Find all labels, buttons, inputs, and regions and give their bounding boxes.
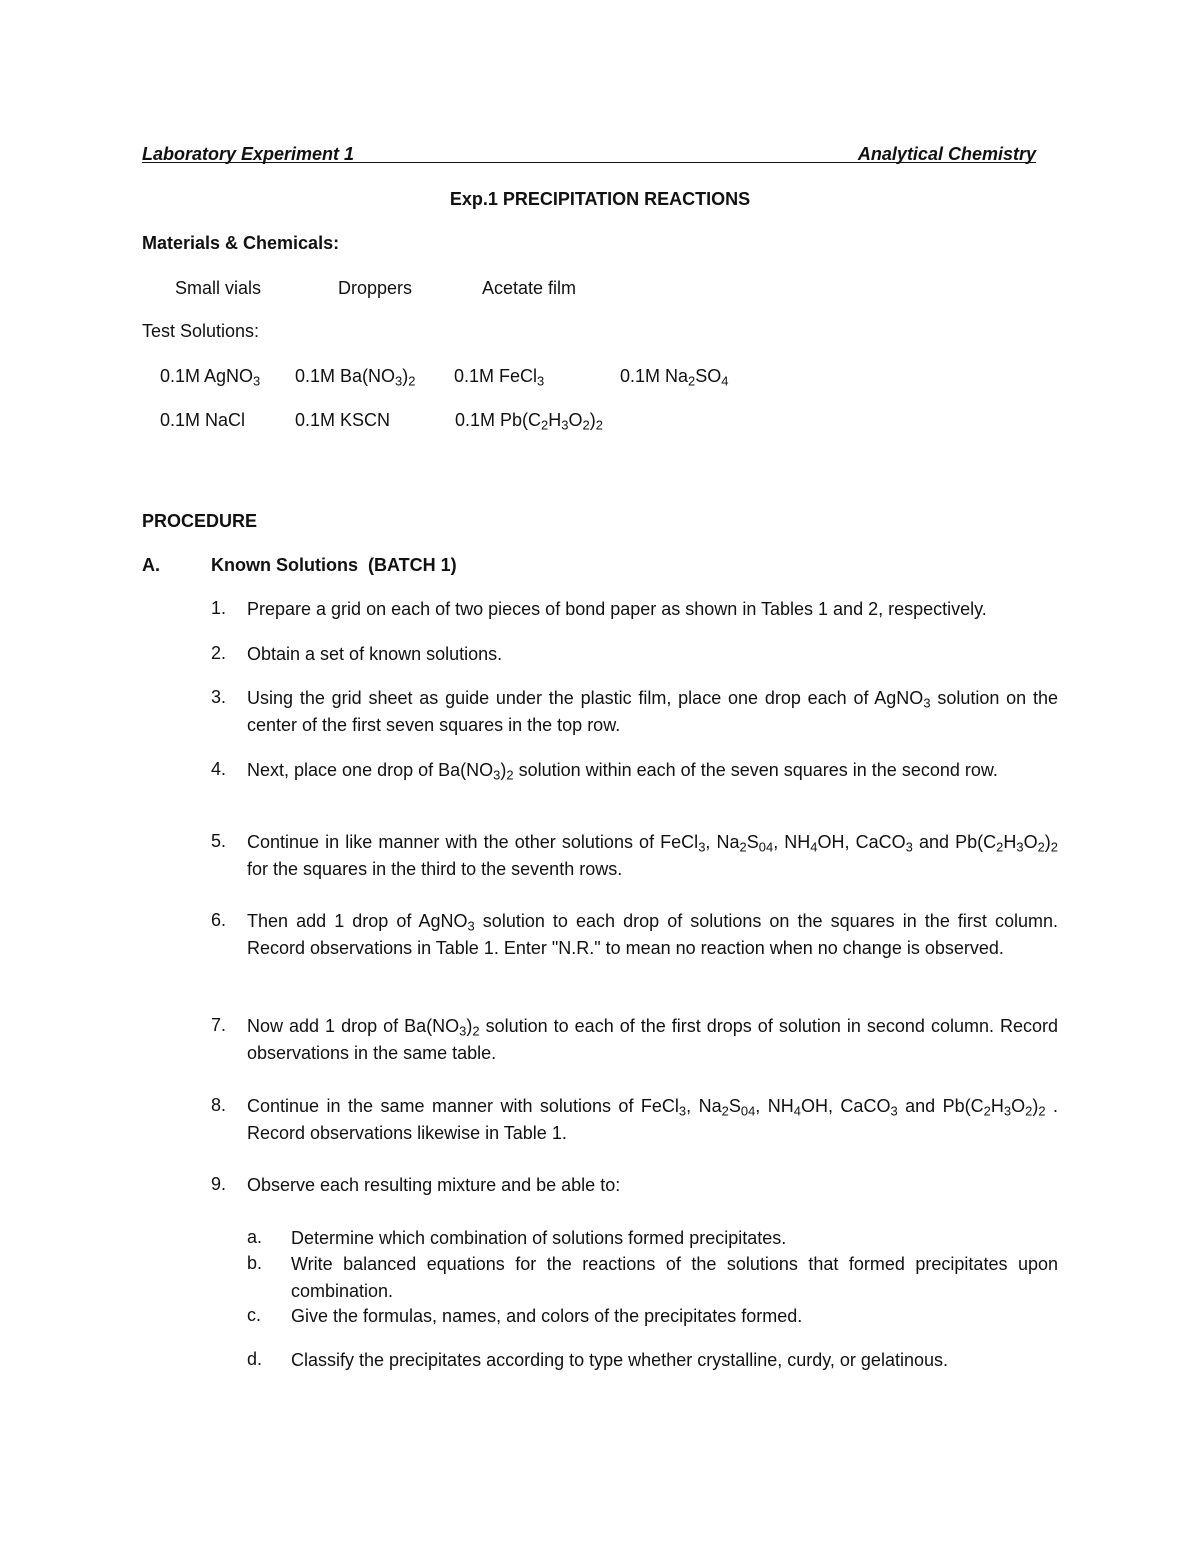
header-rule: [142, 162, 1036, 163]
material-item: Acetate film: [482, 278, 577, 298]
step-text: Continue in like manner with the other solutions of FeCl$_3$, $Na_2S_{04}$, $NH_4OH$, CaCO$_3$ and $Pb(C_2H_3O_2)_2$ for the squares in the third to the seventh rows.: [247, 832, 1059, 879]
step-text: Observe each resulting mixture and be able to:: [247, 1175, 621, 1195]
step-text: Now add 1 drop of $Ba(NO_3)_2$ solution to each of the first drops of solution in second column. Record observations in the same table.: [247, 1016, 1059, 1063]
solution-fecl3: 0.1M FeCl$_3$: [454, 366, 545, 389]
solution-agno3: 0.1M AgNO$_3$: [160, 366, 261, 389]
sub-step-letter: b.: [247, 1253, 263, 1273]
step-number: 8.: [211, 1095, 227, 1115]
step-number: 1.: [211, 598, 227, 618]
header-right: Analytical Chemistry: [857, 144, 1036, 164]
step-number: 7.: [211, 1015, 227, 1035]
sub-step-letter: d.: [247, 1349, 263, 1369]
materials-heading: Materials & Chemicals:: [142, 233, 340, 253]
step-text: Continue in the same manner with solutions of FeCl$_3$, $Na_2S_{04}$, $NH_4OH$, CaCO$_3$ and $Pb(C_2H_3O_2)_2$ . Record observations likewise in Table 1.: [247, 1096, 1059, 1143]
section-letter: A.: [142, 555, 160, 575]
sub-step-text: Determine which combination of solutions formed precipitates.: [291, 1228, 787, 1248]
step-text: Obtain a set of known solutions.: [247, 644, 503, 664]
sub-step-text: Classify the precipitates according to type whether crystalline, curdy, or gelatinous.: [291, 1350, 948, 1370]
step-text: Prepare a grid on each of two pieces of bond paper as shown in Tables 1 and 2, respectively.: [247, 599, 987, 619]
section-title: Known Solutions (BATCH 1): [211, 555, 457, 575]
step-number: 3.: [211, 687, 227, 707]
page-title: Exp.1 PRECIPITATION REACTIONS: [449, 189, 751, 209]
step-number: 2.: [211, 643, 227, 663]
sub-step-text: Give the formulas, names, and colors of the precipitates formed.: [291, 1306, 803, 1326]
material-item: Droppers: [338, 278, 413, 298]
step-number: 6.: [211, 910, 227, 930]
step-number: 9.: [211, 1174, 227, 1194]
test-solutions-heading: Test Solutions:: [142, 321, 260, 341]
step-text: Then add 1 drop of AgNO$_3$ solution to each drop of solutions on the squares in the first column. Record observations in Table 1. Enter "N.R." to mean no reaction when no change is observed.: [247, 911, 1058, 958]
step-number: 5.: [211, 831, 227, 851]
sub-step-text: Write balanced equations for the reactions of the solutions that formed precipitates upon combination.: [291, 1254, 1058, 1301]
step-text: Next, place one drop of $Ba(NO_3)_2$ solution within each of the seven squares in the second row.: [247, 760, 998, 783]
sub-step-letter: a.: [247, 1227, 263, 1247]
solution-na2so4: 0.1M $Na_2SO_4$: [620, 366, 729, 389]
step-number: 4.: [211, 759, 227, 779]
solution-kscn: 0.1M KSCN: [295, 410, 391, 430]
solution-bano3: 0.1M $Ba(NO_3)_2$: [295, 366, 416, 389]
solution-nacl: 0.1M NaCl: [160, 410, 246, 430]
procedure-heading: PROCEDURE: [142, 511, 258, 531]
step-text: Using the grid sheet as guide under the plastic film, place one drop each of AgNO$_3$ solution on the center of the first seven squares in the top row.: [247, 688, 1059, 735]
sub-step-letter: c.: [247, 1305, 262, 1325]
material-item: Small vials: [175, 278, 262, 298]
solution-pbacetate: 0.1M $Pb(C_2H_3O_2)_2$: [455, 410, 603, 433]
header-left: Laboratory Experiment 1: [142, 144, 355, 164]
